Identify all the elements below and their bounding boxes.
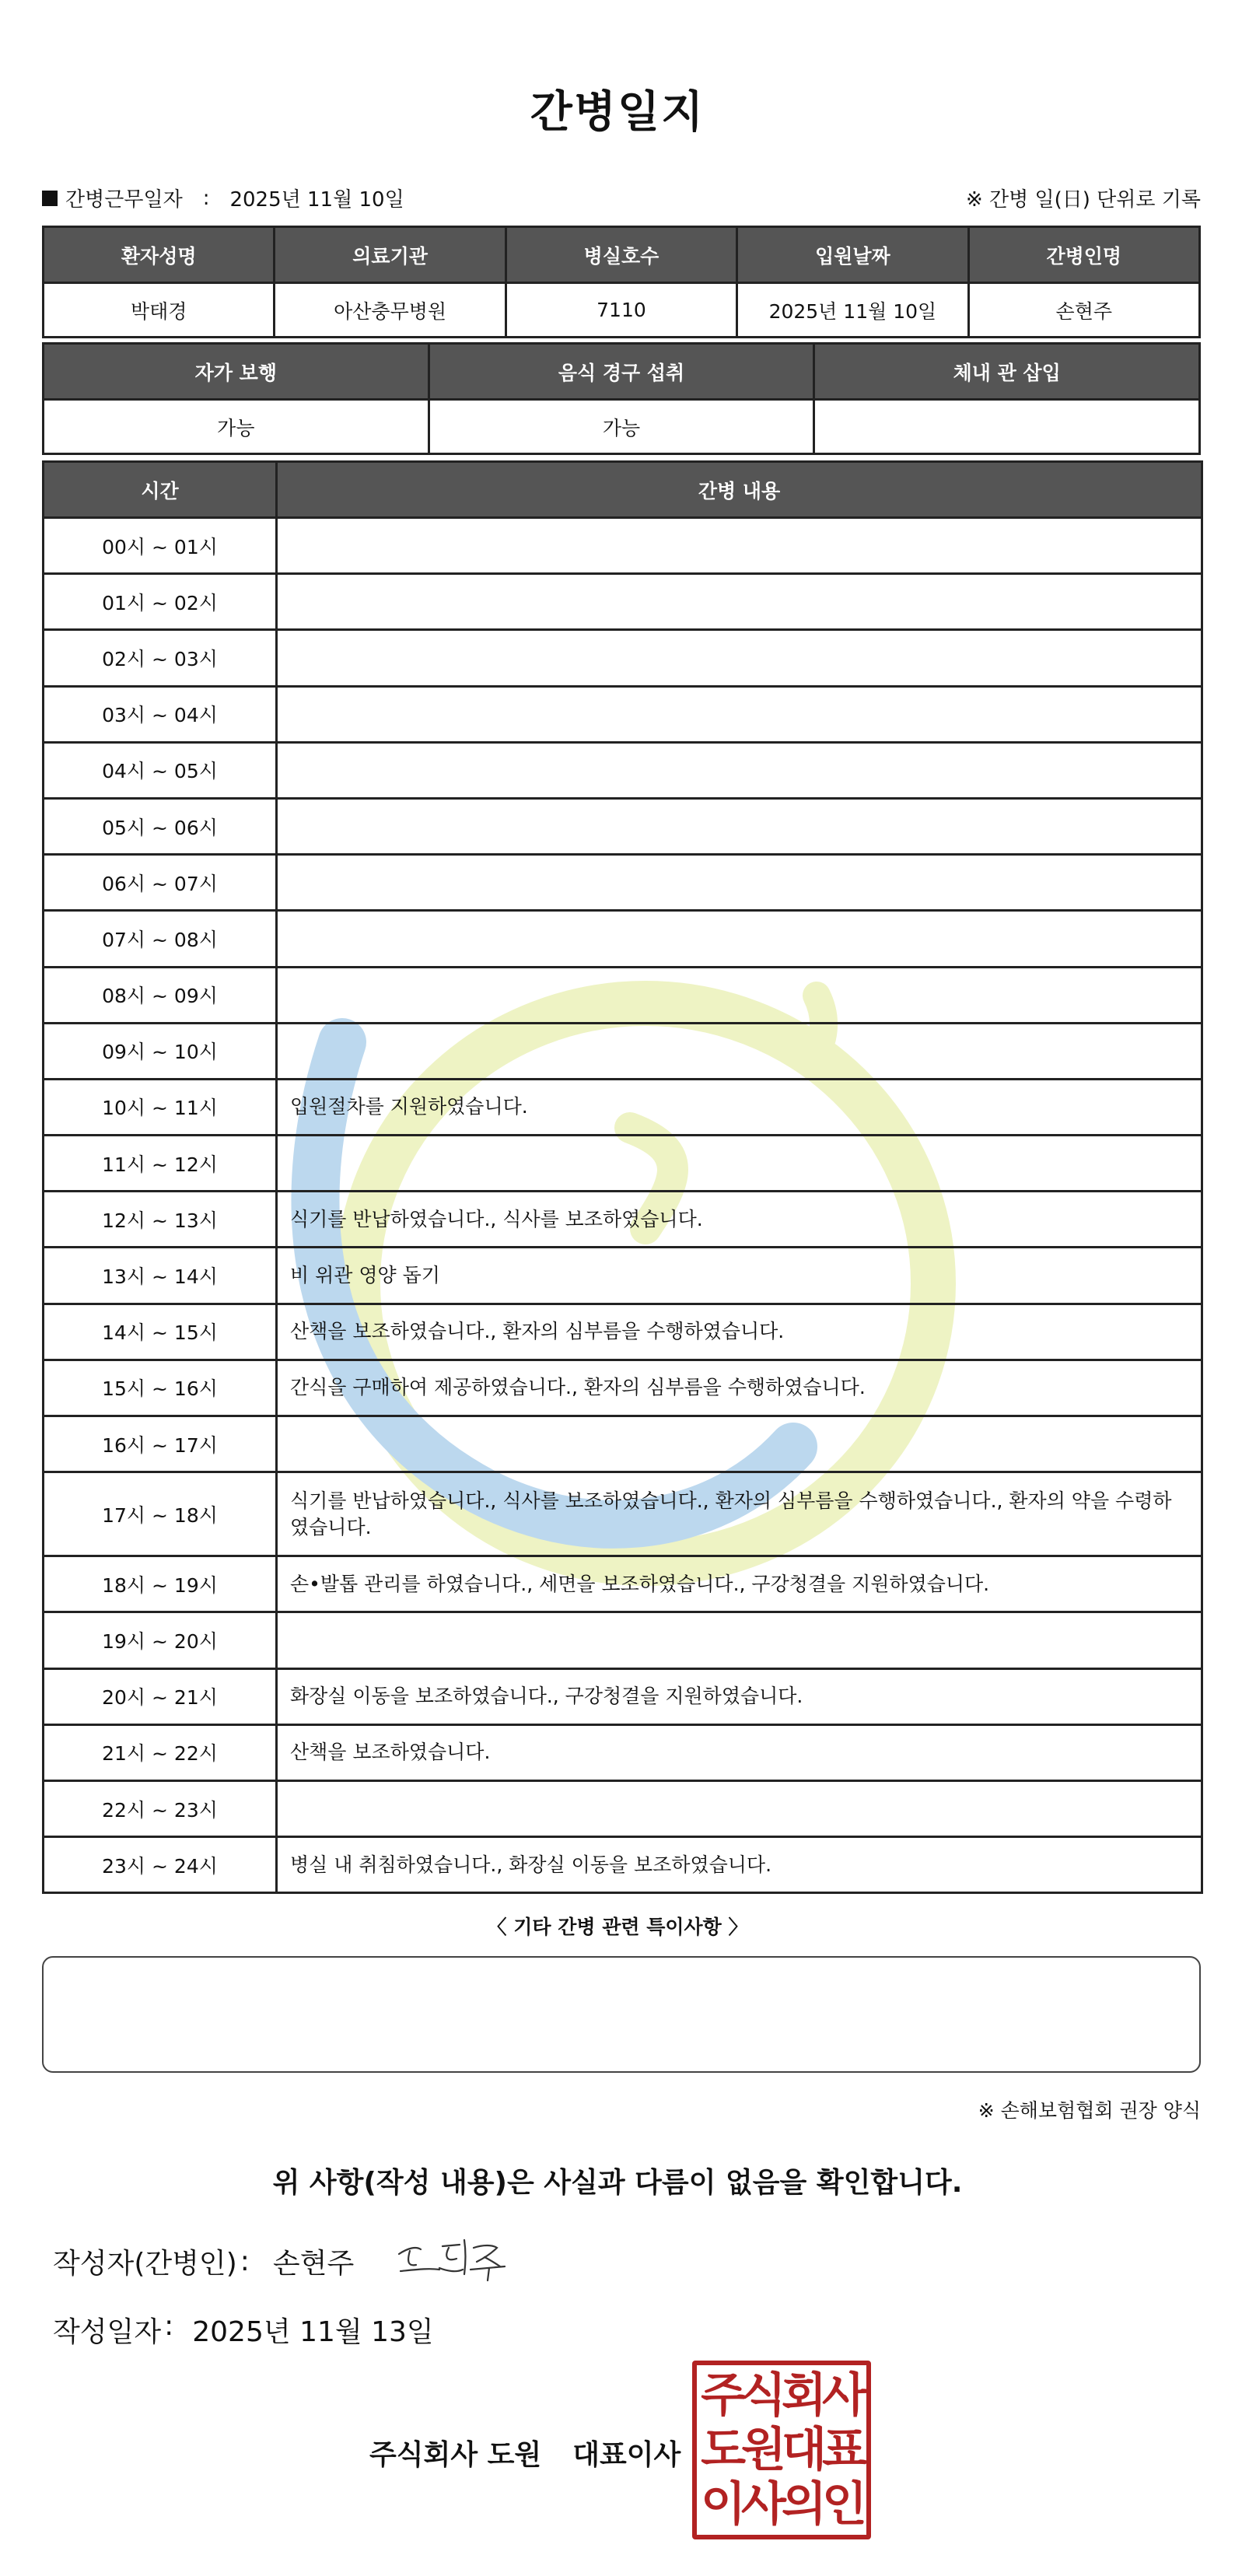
header-time: 시간 [44, 462, 277, 518]
table-row [44, 911, 1202, 967]
time-cell: 11시 ~ 12시 [44, 1136, 277, 1192]
care-log-table [42, 460, 1203, 1894]
time-cell: 00시 ~ 01시 [44, 518, 277, 574]
content-cell [277, 1136, 1202, 1192]
table-row [44, 630, 1202, 686]
header-tube-insertion: 체내 관 삽입 [814, 344, 1200, 400]
content-cell: 손•발톱 관리를 하였습니다., 세면을 보조하였습니다., 구강청결을 지원하였습니다. [277, 1556, 1202, 1612]
work-date-value: 2025년 11월 10일 [229, 188, 404, 212]
header-care-content: 간병 내용 [277, 462, 1202, 518]
time-cell: 02시 ~ 03시 [44, 630, 277, 686]
table-row [44, 1136, 1202, 1192]
time-cell: 20시 ~ 21시 [44, 1668, 277, 1724]
recommended-form-note: ※ 손해보험협회 권장 양식 [978, 2099, 1201, 2122]
table-row [44, 1360, 1202, 1416]
content-cell [277, 1780, 1202, 1836]
company-title: 대표이사 [572, 2439, 681, 2471]
caregiver-name: 손현주 [968, 283, 1199, 338]
self-walking-value: 가능 [44, 400, 429, 454]
date-value: 2025년 11월 13일 [192, 2316, 434, 2348]
content-cell [277, 574, 1202, 630]
time-cell: 13시 ~ 14시 [44, 1248, 277, 1304]
remarks-box [42, 1956, 1201, 2073]
content-cell: 식기를 반납하였습니다., 식사를 보조하였습니다., 환자의 심부름을 수행하였습니다., 환자의 약을 수령하였습니다. [277, 1472, 1202, 1556]
patient-info-table [42, 226, 1201, 338]
table-row [44, 1724, 1202, 1780]
table-row [44, 574, 1202, 630]
table-row [44, 798, 1202, 854]
company-seal-stamp: 주식회사 도원대표 이사의인 [692, 2361, 871, 2539]
content-cell: 식기를 반납하였습니다., 식사를 보조하였습니다. [277, 1192, 1202, 1248]
oral-intake-value: 가능 [429, 400, 814, 454]
content-cell [277, 855, 1202, 911]
time-cell: 07시 ~ 08시 [44, 911, 277, 967]
time-cell: 15시 ~ 16시 [44, 1360, 277, 1416]
content-cell [277, 518, 1202, 574]
content-cell [277, 1612, 1202, 1668]
time-cell: 03시 ~ 04시 [44, 686, 277, 742]
table-row [44, 1472, 1202, 1556]
table-row [44, 1837, 1202, 1893]
institution: 아산충무병원 [275, 283, 506, 338]
remarks-title: 〈 기타 간병 관련 특이사항 〉 [487, 1916, 748, 1938]
time-cell: 14시 ~ 15시 [44, 1304, 277, 1360]
header-admission-date: 입원날짜 [737, 227, 968, 283]
table-row [44, 518, 1202, 574]
header-caregiver-name: 간병인명 [968, 227, 1199, 283]
table-row [44, 855, 1202, 911]
writer-label: 작성자(간병인) [53, 2248, 237, 2280]
time-cell: 10시 ~ 11시 [44, 1079, 277, 1135]
table-row [44, 1192, 1202, 1248]
time-cell: 01시 ~ 02시 [44, 574, 277, 630]
confirmation-statement: 위 사항(작성 내용)은 사실과 다름이 없음을 확인합니다. [272, 2167, 963, 2199]
writer-name: 손현주 [272, 2248, 355, 2280]
content-cell: 비 위관 영양 돕기 [277, 1248, 1202, 1304]
content-cell [277, 798, 1202, 854]
work-date-label: 간병근무일자 [65, 188, 183, 212]
header-patient-name: 환자성명 [44, 227, 275, 283]
content-cell: 입원절차를 지원하였습니다. [277, 1079, 1202, 1135]
admission-date: 2025년 11월 10일 [737, 283, 968, 338]
content-cell [277, 967, 1202, 1023]
table-row [44, 1780, 1202, 1836]
time-cell: 18시 ~ 19시 [44, 1556, 277, 1612]
header-room-number: 병실호수 [506, 227, 736, 283]
page-title: 간병일지 [530, 87, 705, 138]
time-cell: 22시 ~ 23시 [44, 1780, 277, 1836]
content-cell [277, 1416, 1202, 1472]
content-cell [277, 911, 1202, 967]
content-cell: 산책을 보조하였습니다. [277, 1724, 1202, 1780]
tube-insertion-value [814, 400, 1200, 454]
content-cell [277, 686, 1202, 742]
square-bullet-icon [42, 191, 58, 206]
content-cell: 산책을 보조하였습니다., 환자의 심부름을 수행하였습니다. [277, 1304, 1202, 1360]
table-row [44, 1304, 1202, 1360]
content-cell: 간식을 구매하여 제공하였습니다., 환자의 심부름을 수행하였습니다. [277, 1360, 1202, 1416]
company-row [369, 2433, 680, 2473]
time-cell: 09시 ~ 10시 [44, 1023, 277, 1079]
time-cell: 21시 ~ 22시 [44, 1724, 277, 1780]
time-cell: 06시 ~ 07시 [44, 855, 277, 911]
time-cell: 12시 ~ 13시 [44, 1192, 277, 1248]
company-name: 주식회사 도원 [369, 2439, 542, 2471]
written-date-row: 작성일자 : 2025년 11월 13일 [53, 2310, 434, 2348]
table-row [44, 1668, 1202, 1724]
time-cell: 08시 ~ 09시 [44, 967, 277, 1023]
table-row [44, 1248, 1202, 1304]
time-cell: 16시 ~ 17시 [44, 1416, 277, 1472]
content-cell: 화장실 이동을 보조하였습니다., 구강청결을 지원하였습니다. [277, 1668, 1202, 1724]
time-cell: 23시 ~ 24시 [44, 1837, 277, 1893]
table-row [44, 1612, 1202, 1668]
table-row [44, 1023, 1202, 1079]
header-self-walking: 자가 보행 [44, 344, 429, 400]
header-oral-intake: 음식 경구 섭취 [429, 344, 814, 400]
content-cell [277, 630, 1202, 686]
table-row [44, 1416, 1202, 1472]
time-cell: 05시 ~ 06시 [44, 798, 277, 854]
table-row [44, 742, 1202, 798]
room-number: 7110 [506, 283, 736, 338]
time-cell: 19시 ~ 20시 [44, 1612, 277, 1668]
record-unit-note: ※ 간병 일(日) 단위로 기록 [965, 188, 1201, 212]
meta-row: 간병근무일자 : 2025년 11월 10일 ※ 간병 일(日) 단위로 기록 [42, 184, 1201, 215]
patient-status-table [42, 342, 1201, 455]
date-label: 작성일자 [53, 2316, 162, 2348]
table-row [44, 686, 1202, 742]
handwritten-signature [393, 2231, 509, 2285]
table-row [44, 1556, 1202, 1612]
header-institution: 의료기관 [275, 227, 506, 283]
time-cell: 04시 ~ 05시 [44, 742, 277, 798]
writer-row: 작성자(간병인) : 손현주 [53, 2242, 354, 2281]
content-cell: 병실 내 취침하였습니다., 화장실 이동을 보조하였습니다. [277, 1837, 1202, 1893]
table-row [44, 967, 1202, 1023]
content-cell [277, 742, 1202, 798]
time-cell: 17시 ~ 18시 [44, 1472, 277, 1556]
table-row [44, 1079, 1202, 1135]
content-cell [277, 1023, 1202, 1079]
patient-name: 박태경 [44, 283, 275, 338]
